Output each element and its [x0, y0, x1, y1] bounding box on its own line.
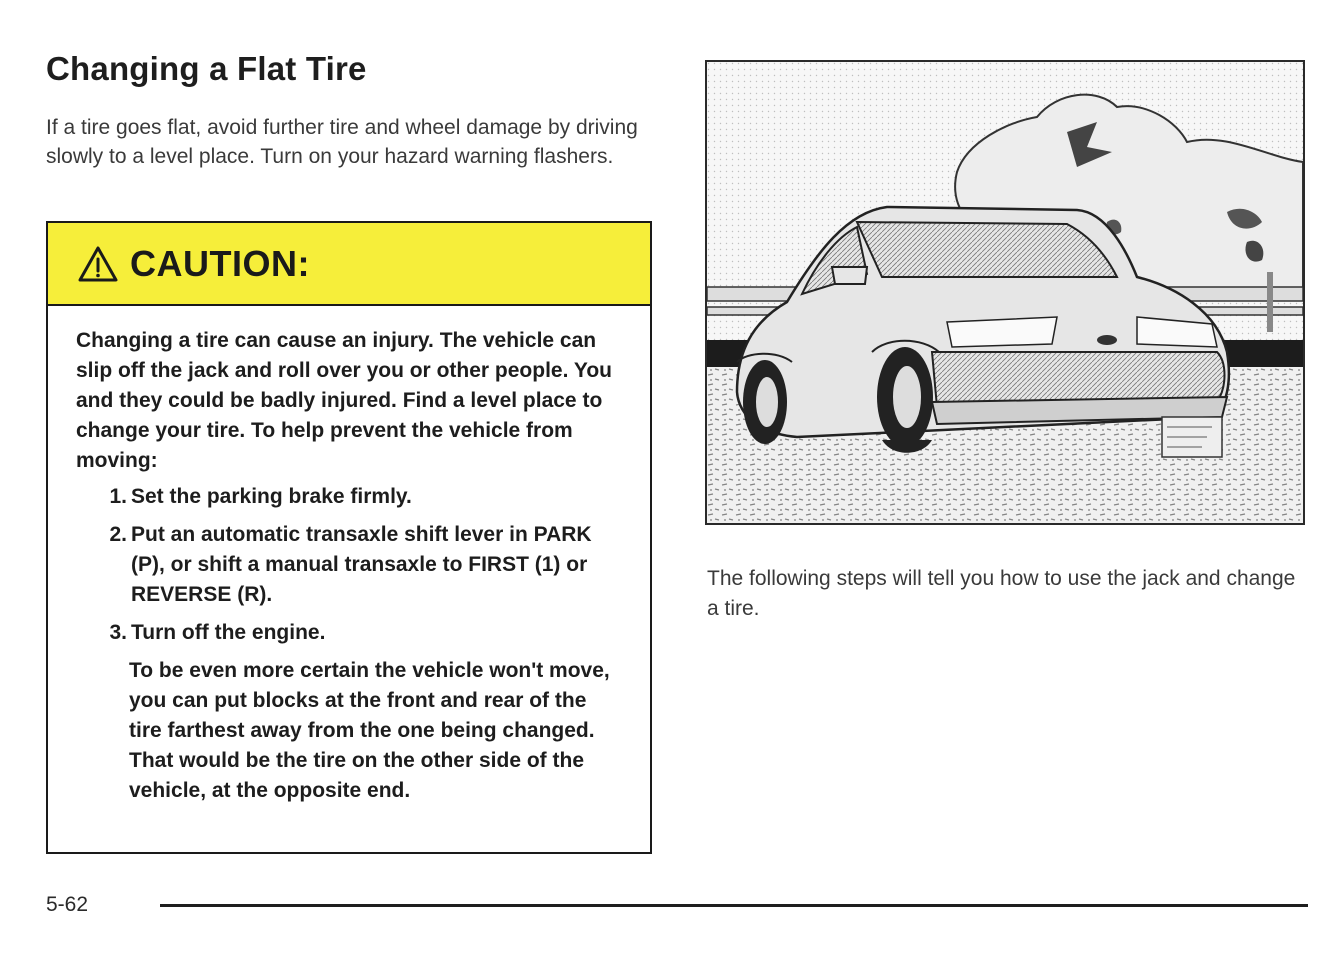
intro-paragraph: If a tire goes flat, avoid further tire and wheel damage by driving slowly to a level place. Turn on your hazard warning flashers. — [46, 116, 638, 168]
step-number: 1. — [109, 485, 127, 508]
right-column-text: The following steps will tell you how to use the jack and change a tire. — [707, 567, 1296, 620]
list-item — [76, 520, 620, 610]
caution-body — [48, 306, 650, 806]
caution-label: CAUTION: — [130, 242, 310, 284]
step-text: Put an automatic transaxle shift lever in PARK (P), or shift a manual transaxle to FIRST (1) or REVERSE (R). — [131, 523, 592, 606]
list-item — [76, 618, 620, 648]
page-title: Changing a Flat Tire — [46, 50, 367, 87]
caution-steps — [76, 482, 620, 648]
step-number: 3. — [109, 621, 127, 644]
list-item — [76, 482, 620, 512]
caution-text: Changing a tire can cause an injury. The vehicle can slip off the jack and roll over you or other people. You and they could be badly injured. Find a level place to change your tire. To help prevent the vehicle from moving: — [76, 329, 612, 472]
page-number: 5-62 — [46, 893, 89, 916]
car-with-flat-tire-image — [707, 62, 1303, 523]
step-text: Turn off the engine. — [131, 621, 326, 644]
footer-rule — [160, 904, 1308, 907]
warning-triangle-icon — [76, 244, 120, 284]
step-number: 2. — [109, 523, 127, 546]
step-text: Set the parking brake firmly. — [131, 485, 412, 508]
caution-box — [46, 221, 652, 854]
caution-extra-text: To be even more certain the vehicle won't move, you can put blocks at the front and rear of the tire farthest away from the one being changed. That would be the tire on the other side of the vehicle, at the opposite end. — [129, 659, 610, 802]
car-illustration — [705, 60, 1305, 525]
caution-header — [48, 223, 650, 306]
